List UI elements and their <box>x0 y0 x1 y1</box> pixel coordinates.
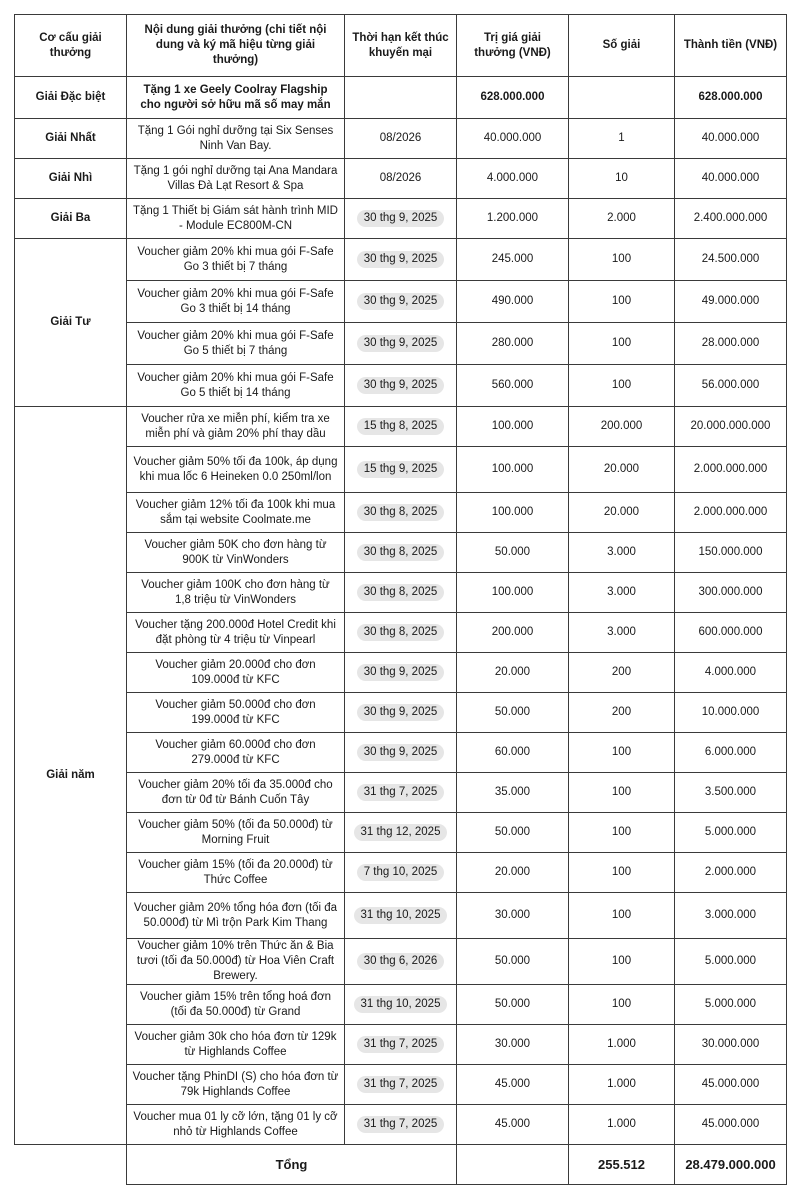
prize-content-text: Voucher giảm 20.000đ cho đơn 109.000đ từ KFC <box>155 658 316 686</box>
prize-value: 100.000 <box>457 573 569 613</box>
table-row <box>15 365 787 407</box>
prize-total: 3.500.000 <box>675 773 787 813</box>
deadline-date-chip: 31 thg 12, 2025 <box>354 824 448 841</box>
header-content: Nội dung giải thưởng (chi tiết nội dung và ký mã hiệu từng giải thưởng) <box>127 15 345 77</box>
prize-content <box>127 323 345 365</box>
prize-content <box>127 159 345 199</box>
deadline-date-chip: 30 thg 8, 2025 <box>357 624 445 641</box>
deadline-date-chip: 15 thg 9, 2025 <box>357 461 445 478</box>
prize-deadline <box>345 77 457 119</box>
table-row <box>15 853 787 893</box>
prize-count: 100 <box>569 239 675 281</box>
prize-deadline <box>345 281 457 323</box>
prize-value: 490.000 <box>457 281 569 323</box>
footer-value-empty <box>457 1145 569 1185</box>
prize-rows <box>15 77 787 1145</box>
deadline-date-chip: 31 thg 10, 2025 <box>354 907 448 924</box>
table-row <box>15 693 787 733</box>
prize-deadline <box>345 199 457 239</box>
prize-count: 100 <box>569 323 675 365</box>
prize-value: 100.000 <box>457 493 569 533</box>
prize-value: 60.000 <box>457 733 569 773</box>
prize-deadline <box>345 573 457 613</box>
prize-content-text: Voucher giảm 50.000đ cho đơn 199.000đ từ KFC <box>155 698 316 726</box>
prize-value: 4.000.000 <box>457 159 569 199</box>
table-row <box>15 159 787 199</box>
prize-content <box>127 939 345 985</box>
deadline-text: 08/2026 <box>379 172 422 184</box>
prize-value: 20.000 <box>457 653 569 693</box>
prize-count: 1.000 <box>569 1065 675 1105</box>
prize-group: Giải Nhì <box>15 159 127 199</box>
table-row <box>15 323 787 365</box>
prize-total: 28.000.000 <box>675 323 787 365</box>
prize-count: 100 <box>569 365 675 407</box>
prize-content-text: Tặng 1 gói nghỉ dưỡng tại Ana Mandara Villas Đà Lạt Resort & Spa <box>133 164 338 192</box>
prize-total: 49.000.000 <box>675 281 787 323</box>
prize-deadline <box>345 493 457 533</box>
prize-total: 300.000.000 <box>675 573 787 613</box>
deadline-date-chip: 7 thg 10, 2025 <box>357 864 445 881</box>
deadline-date-chip: 31 thg 7, 2025 <box>357 1036 445 1053</box>
deadline-date-chip: 31 thg 7, 2025 <box>357 1076 445 1093</box>
prize-total: 24.500.000 <box>675 239 787 281</box>
header-total: Thành tiền (VNĐ) <box>675 15 787 77</box>
prize-deadline <box>345 159 457 199</box>
deadline-date-chip: 30 thg 9, 2025 <box>357 335 445 352</box>
prize-count: 10 <box>569 159 675 199</box>
prize-count: 1 <box>569 119 675 159</box>
deadline-date-chip: 30 thg 8, 2025 <box>357 504 445 521</box>
deadline-date-chip: 30 thg 9, 2025 <box>357 704 445 721</box>
prize-value: 30.000 <box>457 893 569 939</box>
prize-count: 100 <box>569 733 675 773</box>
prize-deadline <box>345 119 457 159</box>
prize-value: 50.000 <box>457 693 569 733</box>
prize-total: 56.000.000 <box>675 365 787 407</box>
table-row <box>15 573 787 613</box>
prize-content-text: Voucher giảm 15% trên tổng hoá đơn (tối đa 50.000đ) từ Grand <box>139 990 332 1018</box>
header-deadline: Thời hạn kết thúc khuyến mại <box>345 15 457 77</box>
prize-total: 150.000.000 <box>675 533 787 573</box>
prize-content <box>127 985 345 1025</box>
prize-content-text: Voucher giảm 50% (tối đa 50.000đ) từ Morning Fruit <box>138 818 333 846</box>
prize-count: 3.000 <box>569 573 675 613</box>
prize-content-text: Voucher tặng 200.000đ Hotel Credit khi đặt phòng từ 4 triệu từ Vinpearl <box>135 618 336 646</box>
deadline-date-chip: 30 thg 9, 2025 <box>357 744 445 761</box>
prize-group: Giải Đặc biệt <box>15 77 127 119</box>
prize-content <box>127 119 345 159</box>
prize-content-text: Voucher giảm 50% tối đa 100k, áp dụng khi mua lốc 6 Heineken 0.0 250ml/lon <box>133 455 338 483</box>
table-row <box>15 813 787 853</box>
prize-deadline <box>345 733 457 773</box>
prize-content <box>127 613 345 653</box>
prize-content <box>127 1105 345 1145</box>
prize-deadline <box>345 407 457 447</box>
prize-deadline <box>345 853 457 893</box>
prize-count: 100 <box>569 773 675 813</box>
prize-total: 2.000.000 <box>675 853 787 893</box>
prize-content <box>127 653 345 693</box>
table-row <box>15 985 787 1025</box>
prize-deadline <box>345 813 457 853</box>
prize-total: 2.000.000.000 <box>675 447 787 493</box>
prize-group: Giải Tư <box>15 239 127 407</box>
prize-count: 100 <box>569 853 675 893</box>
prize-content <box>127 773 345 813</box>
table-row <box>15 939 787 985</box>
prize-value: 280.000 <box>457 323 569 365</box>
prize-content <box>127 365 345 407</box>
deadline-date-chip: 30 thg 9, 2025 <box>357 293 445 310</box>
deadline-date-chip: 15 thg 8, 2025 <box>357 418 445 435</box>
prize-group: Giải năm <box>15 407 127 1145</box>
prize-content <box>127 853 345 893</box>
prize-value: 50.000 <box>457 533 569 573</box>
prize-deadline <box>345 653 457 693</box>
prize-count: 200 <box>569 693 675 733</box>
header-group: Cơ cấu giải thưởng <box>15 15 127 77</box>
prize-content-text: Tặng 1 xe Geely Coolray Flagship cho người sở hữu mã số may mắn <box>140 83 331 111</box>
table-row <box>15 407 787 447</box>
prize-deadline <box>345 239 457 281</box>
deadline-date-chip: 30 thg 8, 2025 <box>357 584 445 601</box>
prize-count <box>569 77 675 119</box>
prize-deadline <box>345 693 457 733</box>
prize-content <box>127 893 345 939</box>
prize-deadline <box>345 323 457 365</box>
prize-value: 100.000 <box>457 407 569 447</box>
prize-content-text: Voucher mua 01 ly cỡ lớn, tặng 01 ly cỡ nhỏ từ Highlands Coffee <box>133 1110 338 1138</box>
footer-count: 255.512 <box>569 1145 675 1185</box>
prize-content <box>127 813 345 853</box>
prize-value: 245.000 <box>457 239 569 281</box>
prize-content-text: Voucher giảm 12% tối đa 100k khi mua sắm tại website Coolmate.me <box>135 498 336 526</box>
prize-content-text: Voucher giảm 20% khi mua gói F-Safe Go 5 thiết bị 7 tháng <box>137 329 334 357</box>
prize-content-text: Voucher giảm 20% tối đa 35.000đ cho đơn từ 0đ từ Bánh Cuốn Tây <box>138 778 333 806</box>
prize-content <box>127 693 345 733</box>
prize-content <box>127 239 345 281</box>
table-row <box>15 493 787 533</box>
prize-total: 45.000.000 <box>675 1065 787 1105</box>
prize-content-text: Tặng 1 Thiết bị Giám sát hành trình MID - Module EC800M-CN <box>133 204 338 232</box>
prize-total: 45.000.000 <box>675 1105 787 1145</box>
prize-deadline <box>345 1065 457 1105</box>
prize-value: 50.000 <box>457 985 569 1025</box>
table-row <box>15 239 787 281</box>
table-row <box>15 1065 787 1105</box>
prize-total: 5.000.000 <box>675 813 787 853</box>
prize-value: 628.000.000 <box>457 77 569 119</box>
prize-value: 1.200.000 <box>457 199 569 239</box>
prize-content <box>127 199 345 239</box>
prize-content <box>127 407 345 447</box>
deadline-date-chip: 31 thg 7, 2025 <box>357 1116 445 1133</box>
prize-content <box>127 493 345 533</box>
prize-count: 200 <box>569 653 675 693</box>
prize-value: 50.000 <box>457 939 569 985</box>
prize-count: 100 <box>569 985 675 1025</box>
prize-total: 20.000.000.000 <box>675 407 787 447</box>
prize-content-text: Voucher giảm 10% trên Thức ăn & Bia tươi (tối đa 50.000đ) từ Hoa Viên Craft Brewery. <box>136 940 335 982</box>
prize-deadline <box>345 1105 457 1145</box>
prize-deadline <box>345 893 457 939</box>
prize-group: Giải Nhất <box>15 119 127 159</box>
prize-group: Giải Ba <box>15 199 127 239</box>
table-row <box>15 77 787 119</box>
prize-content-text: Tặng 1 Gói nghỉ dưỡng tại Six Senses Ninh Van Bay. <box>137 124 334 152</box>
prize-total: 5.000.000 <box>675 939 787 985</box>
deadline-date-chip: 30 thg 9, 2025 <box>357 377 445 394</box>
table-row <box>15 447 787 493</box>
header-row <box>15 15 787 77</box>
prize-value: 40.000.000 <box>457 119 569 159</box>
prize-content-text: Voucher tặng PhinDI (S) cho hóa đơn từ 79k Highlands Coffee <box>132 1070 339 1098</box>
prize-value: 50.000 <box>457 813 569 853</box>
prize-total: 40.000.000 <box>675 159 787 199</box>
prize-count: 2.000 <box>569 199 675 239</box>
deadline-date-chip: 30 thg 9, 2025 <box>357 210 445 227</box>
prize-content-text: Voucher giảm 20% khi mua gói F-Safe Go 5 thiết bị 14 tháng <box>137 371 334 399</box>
prize-value: 200.000 <box>457 613 569 653</box>
table-row <box>15 653 787 693</box>
prize-total: 30.000.000 <box>675 1025 787 1065</box>
table-row <box>15 733 787 773</box>
prize-table-container <box>14 14 786 1185</box>
prize-total: 600.000.000 <box>675 613 787 653</box>
prize-total: 2.400.000.000 <box>675 199 787 239</box>
prize-total: 2.000.000.000 <box>675 493 787 533</box>
prize-content-text: Voucher giảm 30k cho hóa đơn từ 129k từ Highlands Coffee <box>134 1030 337 1058</box>
prize-content <box>127 447 345 493</box>
table-row <box>15 613 787 653</box>
prize-count: 3.000 <box>569 613 675 653</box>
deadline-date-chip: 30 thg 6, 2026 <box>357 953 445 970</box>
deadline-date-chip: 30 thg 8, 2025 <box>357 544 445 561</box>
prize-total: 40.000.000 <box>675 119 787 159</box>
prize-count: 1.000 <box>569 1105 675 1145</box>
table-row <box>15 281 787 323</box>
prize-content-text: Voucher giảm 20% khi mua gói F-Safe Go 3 thiết bị 7 tháng <box>137 245 334 273</box>
deadline-date-chip: 31 thg 10, 2025 <box>354 996 448 1013</box>
table-row <box>15 199 787 239</box>
prize-total: 6.000.000 <box>675 733 787 773</box>
footer-label: Tổng <box>127 1145 457 1185</box>
prize-count: 20.000 <box>569 447 675 493</box>
prize-content-text: Voucher giảm 60.000đ cho đơn 279.000đ từ KFC <box>155 738 316 766</box>
prize-total: 628.000.000 <box>675 77 787 119</box>
prize-content-text: Voucher rửa xe miễn phí, kiểm tra xe miễn phí và giảm 20% phí thay dầu <box>141 412 330 440</box>
prize-deadline <box>345 773 457 813</box>
prize-content <box>127 77 345 119</box>
prize-value: 45.000 <box>457 1105 569 1145</box>
prize-value: 45.000 <box>457 1065 569 1105</box>
table-row <box>15 533 787 573</box>
footer-blank <box>15 1145 127 1185</box>
prize-count: 20.000 <box>569 493 675 533</box>
prize-count: 100 <box>569 893 675 939</box>
deadline-date-chip: 30 thg 9, 2025 <box>357 664 445 681</box>
deadline-date-chip: 31 thg 7, 2025 <box>357 784 445 801</box>
prize-count: 3.000 <box>569 533 675 573</box>
prize-value: 560.000 <box>457 365 569 407</box>
prize-content <box>127 1065 345 1105</box>
prize-count: 100 <box>569 813 675 853</box>
prize-count: 200.000 <box>569 407 675 447</box>
table-row <box>15 119 787 159</box>
deadline-date-chip: 30 thg 9, 2025 <box>357 251 445 268</box>
prize-table <box>14 14 787 1185</box>
prize-deadline <box>345 613 457 653</box>
prize-count: 100 <box>569 939 675 985</box>
prize-deadline <box>345 447 457 493</box>
prize-total: 4.000.000 <box>675 653 787 693</box>
prize-deadline <box>345 1025 457 1065</box>
table-row <box>15 773 787 813</box>
prize-content-text: Voucher giảm 100K cho đơn hàng từ 1,8 triệu từ VinWonders <box>141 578 330 606</box>
prize-value: 30.000 <box>457 1025 569 1065</box>
prize-deadline <box>345 533 457 573</box>
prize-total: 10.000.000 <box>675 693 787 733</box>
prize-deadline <box>345 939 457 985</box>
prize-value: 100.000 <box>457 447 569 493</box>
table-row <box>15 1105 787 1145</box>
prize-count: 100 <box>569 281 675 323</box>
footer-row <box>15 1145 787 1185</box>
deadline-text: 08/2026 <box>379 132 422 144</box>
prize-content <box>127 733 345 773</box>
header-value: Trị giá giải thưởng (VNĐ) <box>457 15 569 77</box>
prize-value: 20.000 <box>457 853 569 893</box>
prize-total: 3.000.000 <box>675 893 787 939</box>
prize-content <box>127 573 345 613</box>
footer-total: 28.479.000.000 <box>675 1145 787 1185</box>
prize-deadline <box>345 985 457 1025</box>
prize-content-text: Voucher giảm 50K cho đơn hàng từ 900K từ VinWonders <box>144 538 327 566</box>
header-count: Số giải <box>569 15 675 77</box>
prize-content-text: Voucher giảm 20% tổng hóa đơn (tối đa 50.000đ) từ Mì trộn Park Kim Thang <box>133 901 338 929</box>
prize-total: 5.000.000 <box>675 985 787 1025</box>
prize-content <box>127 1025 345 1065</box>
prize-count: 1.000 <box>569 1025 675 1065</box>
prize-value: 35.000 <box>457 773 569 813</box>
table-row <box>15 1025 787 1065</box>
prize-deadline <box>345 365 457 407</box>
table-row <box>15 893 787 939</box>
prize-content <box>127 281 345 323</box>
prize-content-text: Voucher giảm 20% khi mua gói F-Safe Go 3 thiết bị 14 tháng <box>137 287 334 315</box>
prize-content <box>127 533 345 573</box>
prize-content-text: Voucher giảm 15% (tối đa 20.000đ) từ Thức Coffee <box>138 858 333 886</box>
